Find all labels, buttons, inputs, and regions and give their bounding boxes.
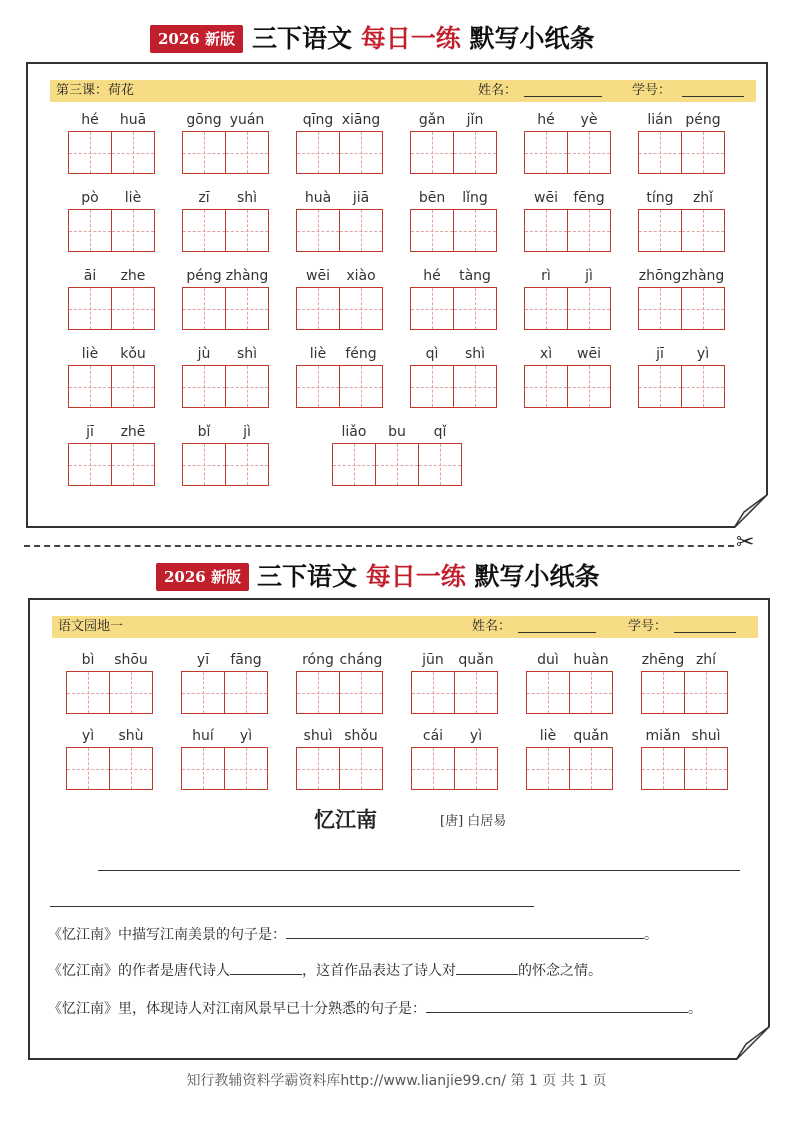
title-part-b: 每日一练 [360, 24, 461, 53]
character-box[interactable] [111, 209, 155, 252]
writing-boxes [332, 443, 462, 486]
pinyin-label: bì [81, 652, 95, 668]
writing-boxes [410, 209, 497, 252]
pinyin-label: shì [236, 346, 258, 362]
character-box[interactable] [524, 131, 567, 174]
writing-boxes [181, 671, 268, 714]
character-box[interactable] [339, 671, 383, 714]
writing-boxes [66, 671, 153, 714]
writing-boxes [182, 287, 269, 330]
pinyin-label: cái [422, 728, 444, 744]
character-box[interactable] [339, 131, 383, 174]
sheet1-title [252, 22, 594, 56]
pinyin-label: liè [124, 190, 142, 206]
writing-boxes [296, 287, 383, 330]
character-box[interactable] [681, 287, 725, 330]
character-box[interactable] [418, 443, 462, 486]
character-box[interactable] [681, 131, 725, 174]
pinyin-label: liè [81, 346, 99, 362]
character-box[interactable] [109, 671, 153, 714]
id-label: 学号： [632, 83, 672, 98]
character-box[interactable] [68, 365, 111, 408]
pinyin-label: zhe [120, 268, 146, 284]
pinyin-label: zhàng [681, 268, 725, 284]
pinyin-label: zhí [695, 652, 717, 668]
question-3-end: 。 [688, 1001, 702, 1017]
pinyin-label: yì [469, 728, 483, 744]
pinyin-label: xiào [346, 268, 376, 284]
pinyin-label: gǎn [418, 112, 446, 128]
writing-boxes [68, 443, 155, 486]
writing-boxes [296, 365, 383, 408]
character-box[interactable] [68, 209, 111, 252]
pinyin-label: shuì [691, 728, 721, 744]
character-box[interactable] [68, 287, 111, 330]
character-box[interactable] [453, 365, 497, 408]
character-box[interactable] [410, 131, 453, 174]
character-box[interactable] [641, 747, 684, 790]
pinyin-label: huà [304, 190, 332, 206]
pinyin-label: jǐn [466, 112, 484, 128]
character-box[interactable] [681, 365, 725, 408]
question-3 [48, 998, 702, 1019]
pinyin-label: péng [685, 112, 721, 128]
pinyin-label: fēng [573, 190, 605, 206]
writing-boxes [182, 131, 269, 174]
character-box[interactable] [410, 365, 453, 408]
name-field[interactable] [518, 618, 596, 633]
pinyin-label: zhēng [641, 652, 685, 668]
character-box[interactable] [225, 443, 269, 486]
writing-boxes [526, 671, 613, 714]
pinyin-label: qǐ [433, 424, 447, 440]
question-3-text: 《忆江南》里，体现诗人对江南风景早已十分熟悉的句子是： [48, 1001, 426, 1017]
title-part-a: 三下语文 [252, 24, 361, 53]
character-box[interactable] [638, 365, 681, 408]
pinyin-label: qì [425, 346, 439, 362]
question-2-text-b: ，这首作品表达了诗人对 [302, 963, 456, 979]
pinyin-label: zhē [120, 424, 146, 440]
id-field[interactable] [674, 618, 736, 633]
character-box[interactable] [66, 747, 109, 790]
writing-boxes [296, 671, 383, 714]
writing-boxes [638, 287, 725, 330]
character-box[interactable] [453, 131, 497, 174]
character-box[interactable] [526, 671, 569, 714]
pinyin-label: liè [539, 728, 557, 744]
page-curl-icon [736, 1026, 770, 1060]
pinyin-label: quǎn [573, 728, 609, 744]
writing-boxes [296, 131, 383, 174]
pinyin-label: yì [696, 346, 710, 362]
character-box[interactable] [224, 747, 268, 790]
character-box[interactable] [182, 287, 225, 330]
pinyin-label: fāng [230, 652, 262, 668]
character-box[interactable] [641, 671, 684, 714]
pinyin-label: yī [196, 652, 210, 668]
writing-boxes [68, 131, 155, 174]
pinyin-label: zhàng [225, 268, 269, 284]
character-box[interactable] [296, 287, 339, 330]
pinyin-label: liè [309, 346, 327, 362]
poem-title: 忆江南 [314, 807, 377, 832]
pinyin-label: wēi [534, 190, 558, 206]
pinyin-label: āi [83, 268, 97, 284]
question-2-text-a: 《忆江南》的作者是唐代诗人 [48, 963, 230, 979]
sheet2-header [0, 558, 793, 598]
id-label: 学号： [628, 619, 668, 634]
character-box[interactable] [454, 671, 498, 714]
character-box[interactable] [567, 209, 611, 252]
pinyin-label: pò [81, 190, 99, 206]
character-box[interactable] [224, 671, 268, 714]
writing-boxes [638, 365, 725, 408]
pinyin-label: tíng [646, 190, 674, 206]
writing-boxes [68, 365, 155, 408]
character-box[interactable] [339, 209, 383, 252]
writing-boxes [638, 209, 725, 252]
writing-boxes [296, 209, 383, 252]
pinyin-label: shǒu [344, 728, 378, 744]
pinyin-label: jī [656, 346, 664, 362]
name-label: 姓名： [472, 619, 512, 634]
character-box[interactable] [638, 287, 681, 330]
sheet2-title [257, 560, 599, 594]
sheet2-card [28, 598, 770, 1060]
character-box[interactable] [526, 747, 569, 790]
title-part-c: 默写小纸条 [460, 24, 595, 53]
pinyin-label: huā [119, 112, 147, 128]
pinyin-label: gōng [186, 112, 222, 128]
pinyin-label: zhǐ [692, 190, 714, 206]
writing-boxes [66, 747, 153, 790]
writing-boxes [410, 131, 497, 174]
writing-boxes [182, 365, 269, 408]
writing-boxes [181, 747, 268, 790]
writing-boxes [296, 747, 383, 790]
pinyin-label: shōu [114, 652, 148, 668]
pinyin-label: qīng [302, 112, 334, 128]
lesson-label: 第三课：荷花 [56, 83, 135, 98]
pinyin-label: jūn [422, 652, 444, 668]
pinyin-label: shuì [303, 728, 333, 744]
pinyin-label: liǎo [341, 424, 367, 440]
character-box[interactable] [681, 209, 725, 252]
edition-badge: 2026 新版 [156, 563, 249, 591]
question-1 [48, 924, 658, 945]
pinyin-label: hé [81, 112, 99, 128]
pinyin-label: quǎn [458, 652, 494, 668]
pinyin-label: jì [243, 424, 251, 440]
character-box[interactable] [332, 443, 375, 486]
pinyin-label: tàng [459, 268, 491, 284]
poem-write-line-2[interactable] [50, 906, 534, 907]
page-curl-icon [734, 494, 768, 528]
character-box[interactable] [296, 747, 339, 790]
pinyin-label: péng [186, 268, 222, 284]
character-box[interactable] [684, 747, 728, 790]
pinyin-label: yì [81, 728, 95, 744]
pinyin-label: wēi [306, 268, 330, 284]
character-box[interactable] [296, 365, 339, 408]
character-box[interactable] [454, 747, 498, 790]
character-box[interactable] [453, 287, 497, 330]
character-box[interactable] [225, 287, 269, 330]
writing-boxes [524, 131, 611, 174]
character-box[interactable] [410, 209, 453, 252]
pinyin-label: miǎn [645, 728, 681, 744]
lesson-label: 语文园地一 [58, 619, 124, 634]
cut-line [24, 545, 734, 547]
name-field[interactable] [524, 82, 602, 97]
question-1-text: 《忆江南》中描写江南美景的句子是： [48, 927, 286, 943]
character-box[interactable] [410, 287, 453, 330]
answer-field-2b[interactable] [456, 960, 518, 975]
title-part-a: 三下语文 [257, 562, 366, 591]
character-box[interactable] [296, 131, 339, 174]
writing-boxes [638, 131, 725, 174]
character-box[interactable] [109, 747, 153, 790]
character-box[interactable] [375, 443, 418, 486]
character-box[interactable] [111, 443, 155, 486]
character-box[interactable] [453, 209, 497, 252]
pinyin-label: jì [585, 268, 593, 284]
character-box[interactable] [411, 671, 454, 714]
footer-watermark: 知行教辅资料学霸资料库http://www.lianjie99.cn/ 第 1 页 共 1 页 [186, 1073, 607, 1089]
question-2-text-c: 的怀念之情。 [518, 963, 602, 979]
pinyin-label: shì [464, 346, 486, 362]
writing-boxes [641, 747, 728, 790]
writing-boxes [526, 747, 613, 790]
character-box[interactable] [111, 365, 155, 408]
writing-boxes [410, 365, 497, 408]
character-box[interactable] [339, 747, 383, 790]
title-part-c: 默写小纸条 [465, 562, 600, 591]
writing-boxes [411, 671, 498, 714]
sheet1-header [0, 22, 793, 62]
character-box[interactable] [296, 671, 339, 714]
sheet1-info-band [50, 80, 756, 102]
pinyin-label: hé [537, 112, 555, 128]
character-box[interactable] [339, 287, 383, 330]
question-2 [48, 960, 602, 981]
scissors-icon: ✂ [736, 530, 755, 555]
pinyin-label: jù [197, 346, 211, 362]
title-part-b: 每日一练 [365, 562, 466, 591]
character-box[interactable] [569, 671, 613, 714]
character-box[interactable] [567, 131, 611, 174]
character-box[interactable] [524, 287, 567, 330]
pinyin-label: xiāng [341, 112, 381, 128]
character-box[interactable] [567, 287, 611, 330]
pinyin-label: wēi [577, 346, 601, 362]
writing-boxes [641, 671, 728, 714]
writing-boxes [410, 287, 497, 330]
poem-write-line-1[interactable] [98, 870, 740, 871]
writing-boxes [524, 287, 611, 330]
character-box[interactable] [181, 671, 224, 714]
pinyin-label: yì [239, 728, 253, 744]
pinyin-label: bǐ [197, 424, 211, 440]
pinyin-label: bu [388, 424, 406, 440]
character-box[interactable] [524, 209, 567, 252]
pinyin-label: hé [423, 268, 441, 284]
answer-field-3[interactable] [426, 998, 688, 1013]
character-box[interactable] [182, 443, 225, 486]
character-box[interactable] [638, 209, 681, 252]
character-box[interactable] [225, 209, 269, 252]
writing-boxes [68, 209, 155, 252]
character-box[interactable] [569, 747, 613, 790]
writing-boxes [182, 209, 269, 252]
pinyin-label: jī [86, 424, 94, 440]
edition-badge: 2026 新版 [150, 25, 243, 53]
pinyin-label: cháng [339, 652, 383, 668]
character-box[interactable] [182, 131, 225, 174]
pinyin-label: shì [236, 190, 258, 206]
character-box[interactable] [182, 365, 225, 408]
writing-boxes [524, 209, 611, 252]
sheet1-card [26, 62, 768, 528]
pinyin-label: róng [302, 652, 334, 668]
pinyin-label: bēn [418, 190, 446, 206]
character-box[interactable] [225, 131, 269, 174]
writing-boxes [411, 747, 498, 790]
answer-field-2a[interactable] [230, 960, 302, 975]
character-box[interactable] [111, 287, 155, 330]
poem-author: [唐] 白居易 [440, 814, 507, 829]
character-box[interactable] [66, 671, 109, 714]
pinyin-label: xì [539, 346, 553, 362]
character-box[interactable] [524, 365, 567, 408]
question-1-end: 。 [644, 927, 658, 943]
character-box[interactable] [567, 365, 611, 408]
pinyin-label: shù [118, 728, 144, 744]
character-box[interactable] [684, 671, 728, 714]
pinyin-label: zhōng [638, 268, 682, 284]
character-box[interactable] [638, 131, 681, 174]
character-box[interactable] [181, 747, 224, 790]
character-box[interactable] [182, 209, 225, 252]
writing-boxes [182, 443, 269, 486]
pinyin-label: huàn [573, 652, 609, 668]
character-box[interactable] [339, 365, 383, 408]
writing-boxes [68, 287, 155, 330]
pinyin-label: féng [345, 346, 377, 362]
name-label: 姓名： [478, 83, 518, 98]
writing-boxes [524, 365, 611, 408]
character-box[interactable] [225, 365, 269, 408]
character-box[interactable] [296, 209, 339, 252]
pinyin-label: yè [580, 112, 598, 128]
pinyin-label: yuán [229, 112, 265, 128]
pinyin-label: rì [541, 268, 551, 284]
pinyin-label: zī [198, 190, 210, 206]
character-box[interactable] [68, 443, 111, 486]
pinyin-label: lǐng [462, 190, 488, 206]
pinyin-label: lián [647, 112, 673, 128]
character-box[interactable] [68, 131, 111, 174]
pinyin-label: huí [192, 728, 214, 744]
answer-field-1[interactable] [286, 924, 644, 939]
pinyin-label: duì [537, 652, 559, 668]
character-box[interactable] [111, 131, 155, 174]
id-field[interactable] [682, 82, 744, 97]
pinyin-label: kǒu [120, 346, 146, 362]
pinyin-label: jiā [352, 190, 370, 206]
sheet2-info-band [52, 616, 758, 638]
character-box[interactable] [411, 747, 454, 790]
